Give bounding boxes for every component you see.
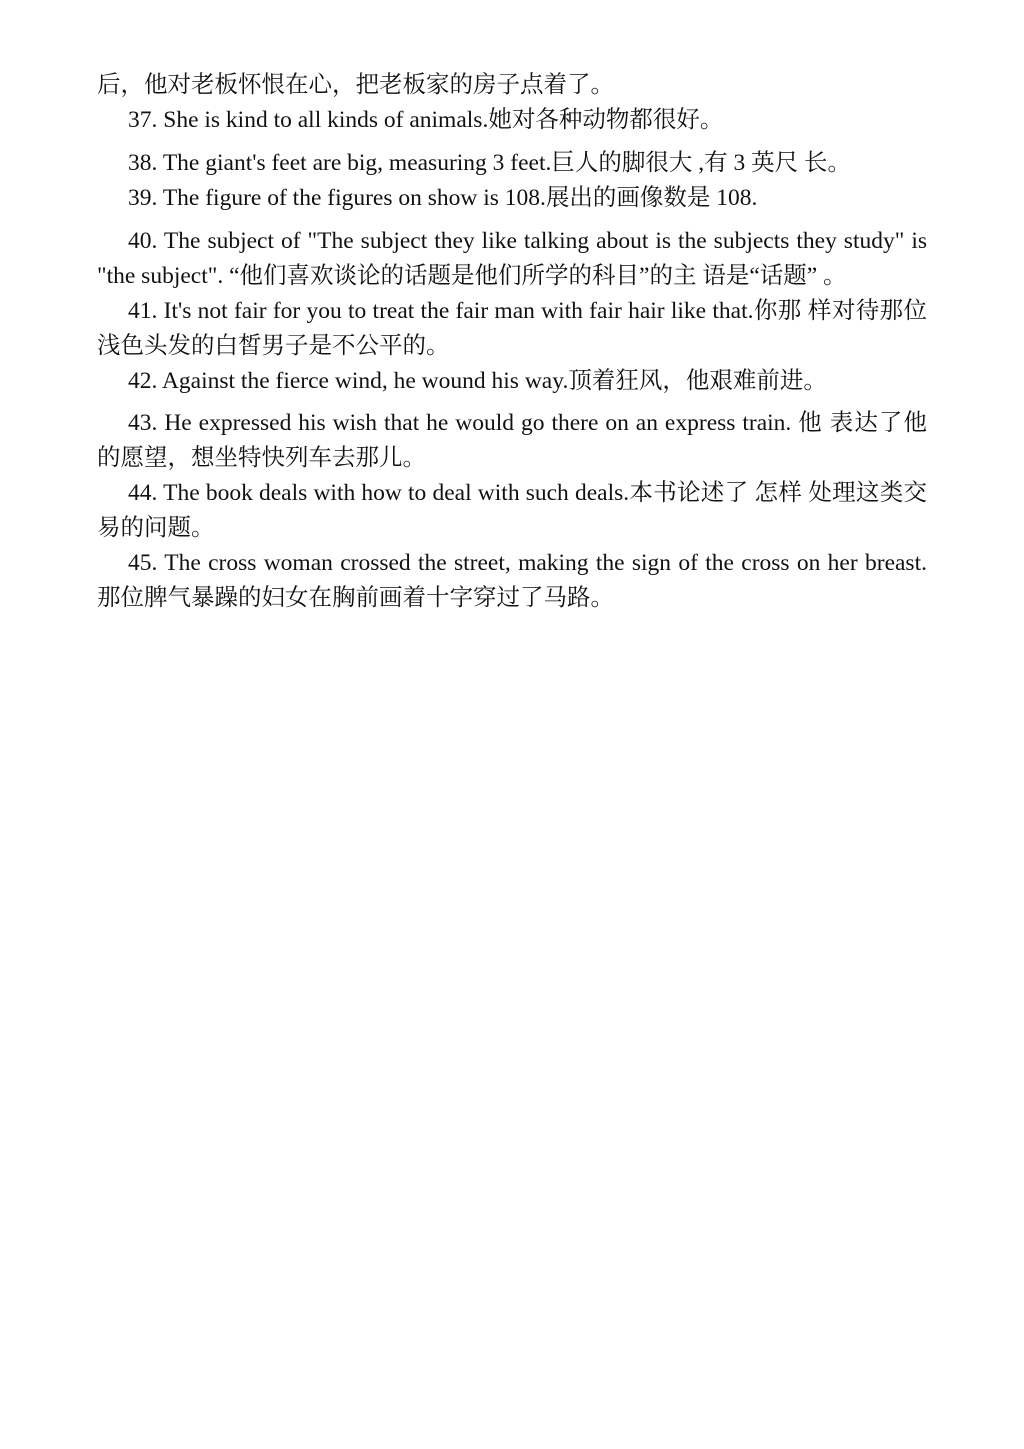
document-page — [97, 68, 927, 616]
paragraph-36-continuation: 后，他对老板怀恨在心，把老板家的房子点着了。 — [97, 72, 614, 98]
paragraph-41: 41. It's not fair for you to treat the fair man with fair hair like that.你那 样对待那位浅色头发的白皙男子是不公平的。 — [97, 298, 927, 359]
paragraph-45: 45. The cross woman crossed the street, making the sign of the cross on her breast.那位脾气暴躁的妇女在胸前画着十字穿过了马路。 — [97, 550, 927, 611]
paragraph-44: 44. The book deals with how to deal with such deals.本书论述了 怎样 处理这类交易的问题。 — [97, 480, 927, 541]
paragraph-37: 37. She is kind to all kinds of animals.她对各种动物都很好。 — [128, 107, 724, 133]
paragraph-42: 42. Against the fierce wind, he wound his way.顶着狂风，他艰难前进。 — [128, 368, 827, 394]
paragraph-39: 39. The figure of the figures on show is 108.展出的画像数是 108. — [128, 185, 758, 211]
paragraph-43: 43. He expressed his wish that he would go there on an express train. 他 表达了他的愿望，想坐特快列车去那儿。 — [97, 410, 927, 471]
paragraph-38: 38. The giant's feet are big, measuring 3 feet.巨人的脚很大 ,有 3 英尺 长。 — [128, 150, 852, 176]
paragraph-40: 40. The subject of "The subject they like talking about is the subjects they study" is "the subject". “他们喜欢谈论的话题是他们所学的科目”的主 语是“话题” 。 — [97, 228, 927, 289]
